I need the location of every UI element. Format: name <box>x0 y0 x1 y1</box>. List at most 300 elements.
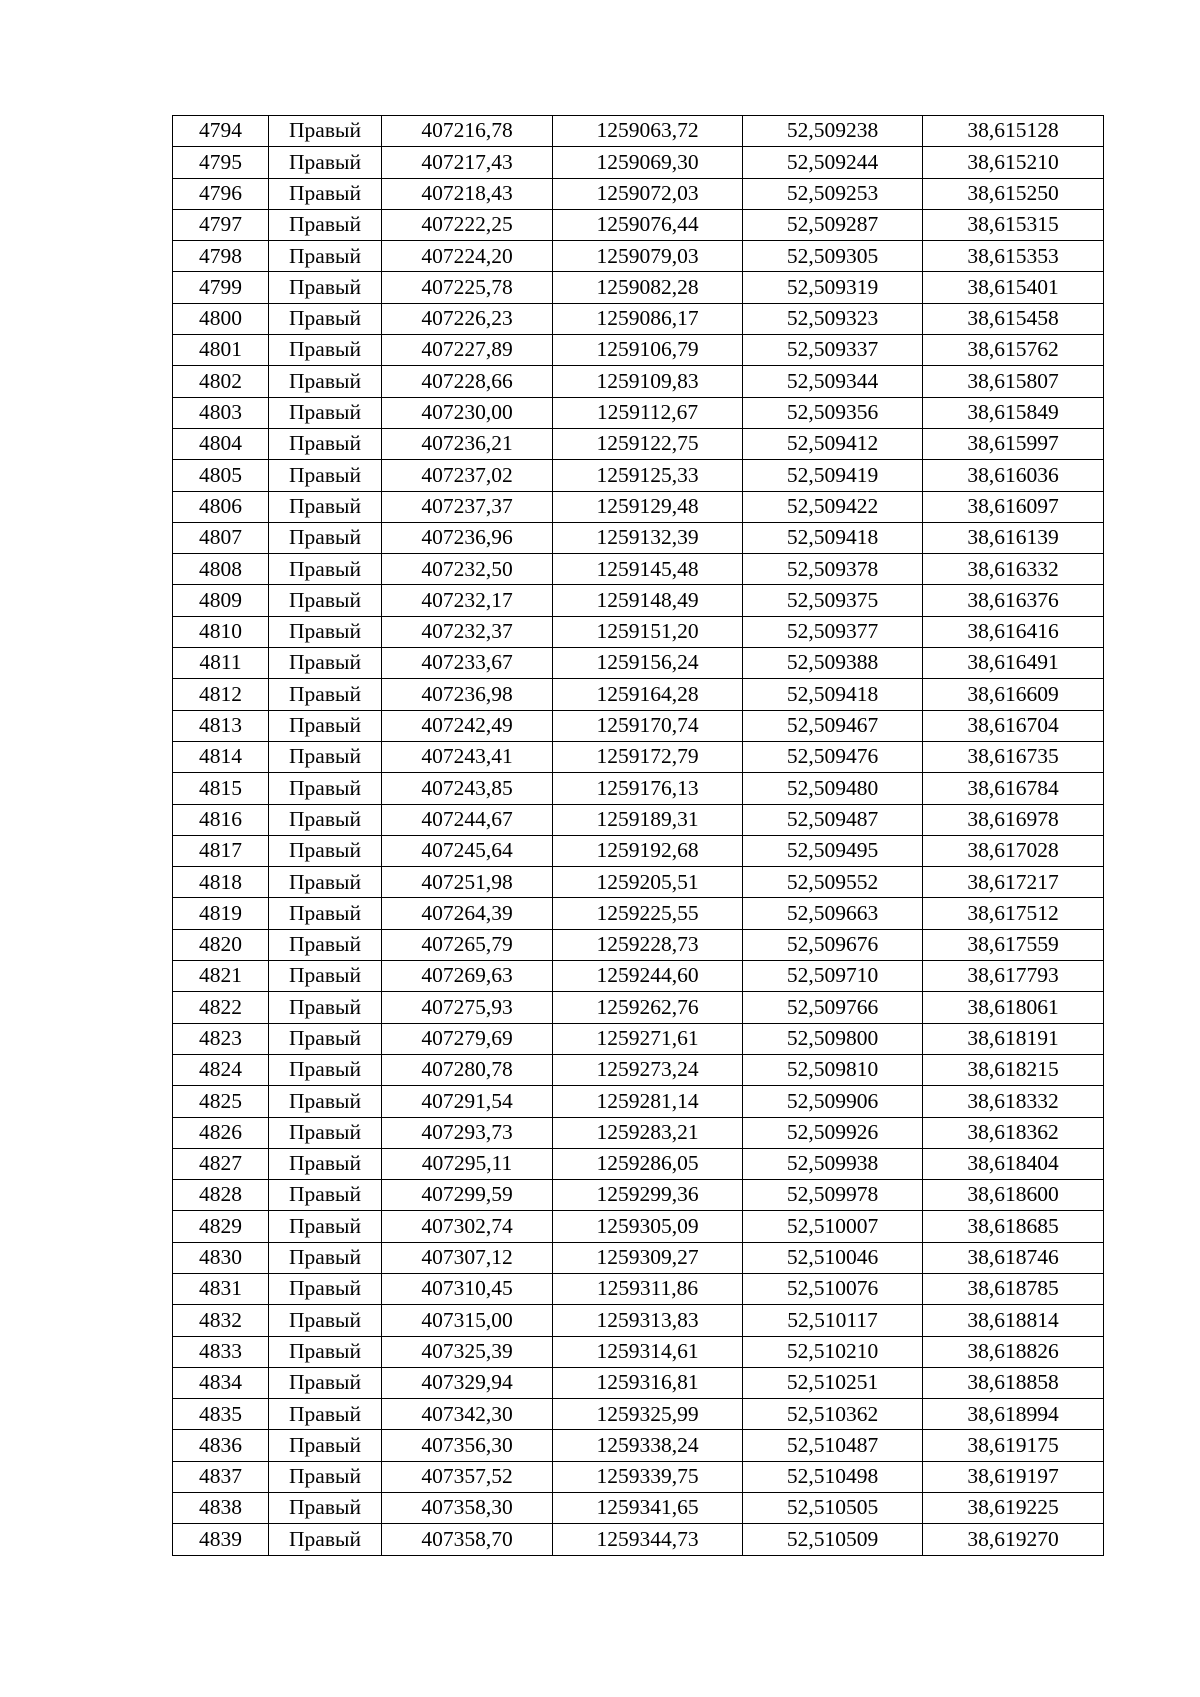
side-cell: Правый <box>269 804 382 835</box>
side-cell: Правый <box>269 303 382 334</box>
table-row <box>173 1430 1104 1461</box>
table-row <box>173 1461 1104 1492</box>
y-coordinate-cell: 1259192,68 <box>553 835 743 866</box>
x-coordinate-cell: 407218,43 <box>382 178 553 209</box>
y-coordinate-cell: 1259170,74 <box>553 710 743 741</box>
y-coordinate-cell: 1259176,13 <box>553 773 743 804</box>
x-coordinate-cell: 407217,43 <box>382 147 553 178</box>
y-coordinate-cell: 1259082,28 <box>553 272 743 303</box>
longitude-cell: 38,617028 <box>923 835 1104 866</box>
side-cell: Правый <box>269 710 382 741</box>
side-cell: Правый <box>269 1493 382 1524</box>
coordinates-table-body <box>173 116 1104 1556</box>
latitude-cell: 52,510117 <box>743 1305 923 1336</box>
point-number-cell: 4813 <box>173 710 269 741</box>
side-cell: Правый <box>269 1148 382 1179</box>
x-coordinate-cell: 407228,66 <box>382 366 553 397</box>
longitude-cell: 38,617512 <box>923 898 1104 929</box>
side-cell: Правый <box>269 178 382 209</box>
y-coordinate-cell: 1259281,14 <box>553 1086 743 1117</box>
side-cell: Правый <box>269 898 382 929</box>
y-coordinate-cell: 1259311,86 <box>553 1273 743 1304</box>
point-number-cell: 4795 <box>173 147 269 178</box>
x-coordinate-cell: 407245,64 <box>382 835 553 866</box>
latitude-cell: 52,509323 <box>743 303 923 334</box>
longitude-cell: 38,615849 <box>923 397 1104 428</box>
y-coordinate-cell: 1259132,39 <box>553 522 743 553</box>
table-row <box>173 1117 1104 1148</box>
longitude-cell: 38,616735 <box>923 741 1104 772</box>
side-cell: Правый <box>269 554 382 585</box>
point-number-cell: 4817 <box>173 835 269 866</box>
point-number-cell: 4818 <box>173 867 269 898</box>
latitude-cell: 52,509495 <box>743 835 923 866</box>
latitude-cell: 52,510046 <box>743 1242 923 1273</box>
longitude-cell: 38,619197 <box>923 1461 1104 1492</box>
point-number-cell: 4827 <box>173 1148 269 1179</box>
x-coordinate-cell: 407244,67 <box>382 804 553 835</box>
longitude-cell: 38,616097 <box>923 491 1104 522</box>
point-number-cell: 4823 <box>173 1023 269 1054</box>
side-cell: Правый <box>269 585 382 616</box>
table-row <box>173 366 1104 397</box>
side-cell: Правый <box>269 1211 382 1242</box>
latitude-cell: 52,509418 <box>743 679 923 710</box>
point-number-cell: 4822 <box>173 992 269 1023</box>
latitude-cell: 52,509337 <box>743 335 923 366</box>
y-coordinate-cell: 1259273,24 <box>553 1054 743 1085</box>
table-row <box>173 460 1104 491</box>
y-coordinate-cell: 1259086,17 <box>553 303 743 334</box>
side-cell: Правый <box>269 116 382 147</box>
table-row <box>173 554 1104 585</box>
longitude-cell: 38,618746 <box>923 1242 1104 1273</box>
point-number-cell: 4794 <box>173 116 269 147</box>
table-row <box>173 1399 1104 1430</box>
point-number-cell: 4825 <box>173 1086 269 1117</box>
y-coordinate-cell: 1259225,55 <box>553 898 743 929</box>
table-row <box>173 209 1104 240</box>
side-cell: Правый <box>269 241 382 272</box>
table-row <box>173 773 1104 804</box>
latitude-cell: 52,509800 <box>743 1023 923 1054</box>
coordinates-table <box>172 115 1104 1556</box>
side-cell: Правый <box>269 1242 382 1273</box>
latitude-cell: 52,510487 <box>743 1430 923 1461</box>
longitude-cell: 38,617559 <box>923 929 1104 960</box>
table-row <box>173 1023 1104 1054</box>
table-row <box>173 116 1104 147</box>
point-number-cell: 4837 <box>173 1461 269 1492</box>
side-cell: Правый <box>269 992 382 1023</box>
longitude-cell: 38,616376 <box>923 585 1104 616</box>
side-cell: Правый <box>269 616 382 647</box>
point-number-cell: 4812 <box>173 679 269 710</box>
x-coordinate-cell: 407227,89 <box>382 335 553 366</box>
latitude-cell: 52,509287 <box>743 209 923 240</box>
latitude-cell: 52,509319 <box>743 272 923 303</box>
y-coordinate-cell: 1259262,76 <box>553 992 743 1023</box>
y-coordinate-cell: 1259109,83 <box>553 366 743 397</box>
longitude-cell: 38,618685 <box>923 1211 1104 1242</box>
point-number-cell: 4834 <box>173 1367 269 1398</box>
point-number-cell: 4831 <box>173 1273 269 1304</box>
point-number-cell: 4807 <box>173 522 269 553</box>
side-cell: Правый <box>269 1273 382 1304</box>
point-number-cell: 4830 <box>173 1242 269 1273</box>
table-row <box>173 710 1104 741</box>
x-coordinate-cell: 407222,25 <box>382 209 553 240</box>
latitude-cell: 52,509978 <box>743 1180 923 1211</box>
table-row <box>173 804 1104 835</box>
point-number-cell: 4835 <box>173 1399 269 1430</box>
longitude-cell: 38,618858 <box>923 1367 1104 1398</box>
y-coordinate-cell: 1259106,79 <box>553 335 743 366</box>
latitude-cell: 52,509375 <box>743 585 923 616</box>
x-coordinate-cell: 407251,98 <box>382 867 553 898</box>
y-coordinate-cell: 1259283,21 <box>553 1117 743 1148</box>
y-coordinate-cell: 1259063,72 <box>553 116 743 147</box>
x-coordinate-cell: 407243,85 <box>382 773 553 804</box>
longitude-cell: 38,615128 <box>923 116 1104 147</box>
point-number-cell: 4815 <box>173 773 269 804</box>
longitude-cell: 38,616139 <box>923 522 1104 553</box>
x-coordinate-cell: 407242,49 <box>382 710 553 741</box>
x-coordinate-cell: 407315,00 <box>382 1305 553 1336</box>
x-coordinate-cell: 407358,30 <box>382 1493 553 1524</box>
point-number-cell: 4819 <box>173 898 269 929</box>
y-coordinate-cell: 1259125,33 <box>553 460 743 491</box>
x-coordinate-cell: 407237,37 <box>382 491 553 522</box>
latitude-cell: 52,510498 <box>743 1461 923 1492</box>
x-coordinate-cell: 407295,11 <box>382 1148 553 1179</box>
x-coordinate-cell: 407232,37 <box>382 616 553 647</box>
x-coordinate-cell: 407357,52 <box>382 1461 553 1492</box>
latitude-cell: 52,509710 <box>743 961 923 992</box>
table-row <box>173 898 1104 929</box>
point-number-cell: 4809 <box>173 585 269 616</box>
y-coordinate-cell: 1259122,75 <box>553 428 743 459</box>
y-coordinate-cell: 1259305,09 <box>553 1211 743 1242</box>
latitude-cell: 52,509419 <box>743 460 923 491</box>
side-cell: Правый <box>269 835 382 866</box>
longitude-cell: 38,615353 <box>923 241 1104 272</box>
longitude-cell: 38,618994 <box>923 1399 1104 1430</box>
table-row <box>173 491 1104 522</box>
longitude-cell: 38,615250 <box>923 178 1104 209</box>
point-number-cell: 4801 <box>173 335 269 366</box>
y-coordinate-cell: 1259164,28 <box>553 679 743 710</box>
table-row <box>173 961 1104 992</box>
longitude-cell: 38,618600 <box>923 1180 1104 1211</box>
latitude-cell: 52,509926 <box>743 1117 923 1148</box>
table-row <box>173 178 1104 209</box>
latitude-cell: 52,509476 <box>743 741 923 772</box>
side-cell: Правый <box>269 1023 382 1054</box>
point-number-cell: 4814 <box>173 741 269 772</box>
side-cell: Правый <box>269 867 382 898</box>
table-row <box>173 1305 1104 1336</box>
point-number-cell: 4811 <box>173 648 269 679</box>
point-number-cell: 4820 <box>173 929 269 960</box>
longitude-cell: 38,616784 <box>923 773 1104 804</box>
longitude-cell: 38,619225 <box>923 1493 1104 1524</box>
table-row <box>173 303 1104 334</box>
y-coordinate-cell: 1259205,51 <box>553 867 743 898</box>
point-number-cell: 4833 <box>173 1336 269 1367</box>
longitude-cell: 38,615997 <box>923 428 1104 459</box>
table-row <box>173 147 1104 178</box>
longitude-cell: 38,618215 <box>923 1054 1104 1085</box>
latitude-cell: 52,509377 <box>743 616 923 647</box>
longitude-cell: 38,616036 <box>923 460 1104 491</box>
longitude-cell: 38,618814 <box>923 1305 1104 1336</box>
x-coordinate-cell: 407275,93 <box>382 992 553 1023</box>
latitude-cell: 52,510362 <box>743 1399 923 1430</box>
side-cell: Правый <box>269 1086 382 1117</box>
table-row <box>173 1367 1104 1398</box>
x-coordinate-cell: 407233,67 <box>382 648 553 679</box>
longitude-cell: 38,615315 <box>923 209 1104 240</box>
longitude-cell: 38,616416 <box>923 616 1104 647</box>
longitude-cell: 38,618332 <box>923 1086 1104 1117</box>
y-coordinate-cell: 1259156,24 <box>553 648 743 679</box>
table-row <box>173 929 1104 960</box>
table-row <box>173 992 1104 1023</box>
latitude-cell: 52,509676 <box>743 929 923 960</box>
side-cell: Правый <box>269 961 382 992</box>
latitude-cell: 52,510076 <box>743 1273 923 1304</box>
side-cell: Правый <box>269 1461 382 1492</box>
x-coordinate-cell: 407293,73 <box>382 1117 553 1148</box>
y-coordinate-cell: 1259072,03 <box>553 178 743 209</box>
point-number-cell: 4802 <box>173 366 269 397</box>
longitude-cell: 38,615401 <box>923 272 1104 303</box>
x-coordinate-cell: 407236,21 <box>382 428 553 459</box>
y-coordinate-cell: 1259244,60 <box>553 961 743 992</box>
y-coordinate-cell: 1259079,03 <box>553 241 743 272</box>
longitude-cell: 38,616609 <box>923 679 1104 710</box>
y-coordinate-cell: 1259172,79 <box>553 741 743 772</box>
x-coordinate-cell: 407232,17 <box>382 585 553 616</box>
x-coordinate-cell: 407216,78 <box>382 116 553 147</box>
side-cell: Правый <box>269 1399 382 1430</box>
point-number-cell: 4799 <box>173 272 269 303</box>
table-row <box>173 241 1104 272</box>
x-coordinate-cell: 407307,12 <box>382 1242 553 1273</box>
latitude-cell: 52,509378 <box>743 554 923 585</box>
x-coordinate-cell: 407230,00 <box>382 397 553 428</box>
point-number-cell: 4808 <box>173 554 269 585</box>
point-number-cell: 4838 <box>173 1493 269 1524</box>
side-cell: Правый <box>269 428 382 459</box>
longitude-cell: 38,615458 <box>923 303 1104 334</box>
latitude-cell: 52,509388 <box>743 648 923 679</box>
point-number-cell: 4797 <box>173 209 269 240</box>
side-cell: Правый <box>269 491 382 522</box>
point-number-cell: 4805 <box>173 460 269 491</box>
y-coordinate-cell: 1259316,81 <box>553 1367 743 1398</box>
y-coordinate-cell: 1259338,24 <box>553 1430 743 1461</box>
longitude-cell: 38,617793 <box>923 961 1104 992</box>
longitude-cell: 38,615762 <box>923 335 1104 366</box>
latitude-cell: 52,510505 <box>743 1493 923 1524</box>
latitude-cell: 52,509238 <box>743 116 923 147</box>
longitude-cell: 38,619175 <box>923 1430 1104 1461</box>
y-coordinate-cell: 1259299,36 <box>553 1180 743 1211</box>
side-cell: Правый <box>269 209 382 240</box>
y-coordinate-cell: 1259151,20 <box>553 616 743 647</box>
side-cell: Правый <box>269 1336 382 1367</box>
longitude-cell: 38,616978 <box>923 804 1104 835</box>
latitude-cell: 52,509412 <box>743 428 923 459</box>
point-number-cell: 4796 <box>173 178 269 209</box>
table-row <box>173 1211 1104 1242</box>
latitude-cell: 52,509480 <box>743 773 923 804</box>
latitude-cell: 52,509552 <box>743 867 923 898</box>
y-coordinate-cell: 1259344,73 <box>553 1524 743 1555</box>
longitude-cell: 38,618404 <box>923 1148 1104 1179</box>
latitude-cell: 52,510251 <box>743 1367 923 1398</box>
table-row <box>173 741 1104 772</box>
latitude-cell: 52,509422 <box>743 491 923 522</box>
side-cell: Правый <box>269 1117 382 1148</box>
latitude-cell: 52,509418 <box>743 522 923 553</box>
x-coordinate-cell: 407280,78 <box>382 1054 553 1085</box>
table-row <box>173 1493 1104 1524</box>
x-coordinate-cell: 407325,39 <box>382 1336 553 1367</box>
latitude-cell: 52,509906 <box>743 1086 923 1117</box>
point-number-cell: 4829 <box>173 1211 269 1242</box>
point-number-cell: 4824 <box>173 1054 269 1085</box>
table-row <box>173 867 1104 898</box>
y-coordinate-cell: 1259313,83 <box>553 1305 743 1336</box>
x-coordinate-cell: 407291,54 <box>382 1086 553 1117</box>
side-cell: Правый <box>269 1524 382 1555</box>
x-coordinate-cell: 407236,96 <box>382 522 553 553</box>
x-coordinate-cell: 407224,20 <box>382 241 553 272</box>
x-coordinate-cell: 407232,50 <box>382 554 553 585</box>
latitude-cell: 52,509244 <box>743 147 923 178</box>
x-coordinate-cell: 407279,69 <box>382 1023 553 1054</box>
point-number-cell: 4803 <box>173 397 269 428</box>
side-cell: Правый <box>269 1054 382 1085</box>
longitude-cell: 38,615807 <box>923 366 1104 397</box>
table-row <box>173 1273 1104 1304</box>
x-coordinate-cell: 407299,59 <box>382 1180 553 1211</box>
side-cell: Правый <box>269 460 382 491</box>
longitude-cell: 38,618362 <box>923 1117 1104 1148</box>
y-coordinate-cell: 1259129,48 <box>553 491 743 522</box>
x-coordinate-cell: 407237,02 <box>382 460 553 491</box>
latitude-cell: 52,509344 <box>743 366 923 397</box>
x-coordinate-cell: 407225,78 <box>382 272 553 303</box>
point-number-cell: 4806 <box>173 491 269 522</box>
x-coordinate-cell: 407269,63 <box>382 961 553 992</box>
longitude-cell: 38,618785 <box>923 1273 1104 1304</box>
y-coordinate-cell: 1259148,49 <box>553 585 743 616</box>
side-cell: Правый <box>269 1305 382 1336</box>
table-row <box>173 585 1104 616</box>
side-cell: Правый <box>269 1430 382 1461</box>
point-number-cell: 4810 <box>173 616 269 647</box>
latitude-cell: 52,509253 <box>743 178 923 209</box>
table-row <box>173 835 1104 866</box>
side-cell: Правый <box>269 648 382 679</box>
y-coordinate-cell: 1259271,61 <box>553 1023 743 1054</box>
table-row <box>173 616 1104 647</box>
table-row <box>173 397 1104 428</box>
y-coordinate-cell: 1259069,30 <box>553 147 743 178</box>
x-coordinate-cell: 407329,94 <box>382 1367 553 1398</box>
longitude-cell: 38,616332 <box>923 554 1104 585</box>
latitude-cell: 52,509810 <box>743 1054 923 1085</box>
latitude-cell: 52,509938 <box>743 1148 923 1179</box>
table-row <box>173 1086 1104 1117</box>
x-coordinate-cell: 407243,41 <box>382 741 553 772</box>
table-row <box>173 522 1104 553</box>
side-cell: Правый <box>269 272 382 303</box>
point-number-cell: 4821 <box>173 961 269 992</box>
y-coordinate-cell: 1259309,27 <box>553 1242 743 1273</box>
longitude-cell: 38,616491 <box>923 648 1104 679</box>
table-row <box>173 1180 1104 1211</box>
x-coordinate-cell: 407265,79 <box>382 929 553 960</box>
longitude-cell: 38,616704 <box>923 710 1104 741</box>
x-coordinate-cell: 407226,23 <box>382 303 553 334</box>
side-cell: Правый <box>269 929 382 960</box>
side-cell: Правый <box>269 397 382 428</box>
x-coordinate-cell: 407236,98 <box>382 679 553 710</box>
y-coordinate-cell: 1259341,65 <box>553 1493 743 1524</box>
side-cell: Правый <box>269 1180 382 1211</box>
point-number-cell: 4798 <box>173 241 269 272</box>
point-number-cell: 4836 <box>173 1430 269 1461</box>
point-number-cell: 4828 <box>173 1180 269 1211</box>
y-coordinate-cell: 1259325,99 <box>553 1399 743 1430</box>
table-row <box>173 428 1104 459</box>
latitude-cell: 52,509663 <box>743 898 923 929</box>
side-cell: Правый <box>269 147 382 178</box>
x-coordinate-cell: 407302,74 <box>382 1211 553 1242</box>
longitude-cell: 38,618191 <box>923 1023 1104 1054</box>
table-row <box>173 1336 1104 1367</box>
longitude-cell: 38,619270 <box>923 1524 1104 1555</box>
point-number-cell: 4832 <box>173 1305 269 1336</box>
latitude-cell: 52,510007 <box>743 1211 923 1242</box>
longitude-cell: 38,617217 <box>923 867 1104 898</box>
side-cell: Правый <box>269 522 382 553</box>
side-cell: Правый <box>269 335 382 366</box>
longitude-cell: 38,618061 <box>923 992 1104 1023</box>
x-coordinate-cell: 407358,70 <box>382 1524 553 1555</box>
latitude-cell: 52,510210 <box>743 1336 923 1367</box>
point-number-cell: 4804 <box>173 428 269 459</box>
x-coordinate-cell: 407356,30 <box>382 1430 553 1461</box>
x-coordinate-cell: 407264,39 <box>382 898 553 929</box>
latitude-cell: 52,510509 <box>743 1524 923 1555</box>
latitude-cell: 52,509766 <box>743 992 923 1023</box>
point-number-cell: 4826 <box>173 1117 269 1148</box>
longitude-cell: 38,615210 <box>923 147 1104 178</box>
y-coordinate-cell: 1259228,73 <box>553 929 743 960</box>
point-number-cell: 4800 <box>173 303 269 334</box>
table-row <box>173 272 1104 303</box>
table-row <box>173 1524 1104 1555</box>
table-row <box>173 335 1104 366</box>
y-coordinate-cell: 1259314,61 <box>553 1336 743 1367</box>
side-cell: Правый <box>269 773 382 804</box>
